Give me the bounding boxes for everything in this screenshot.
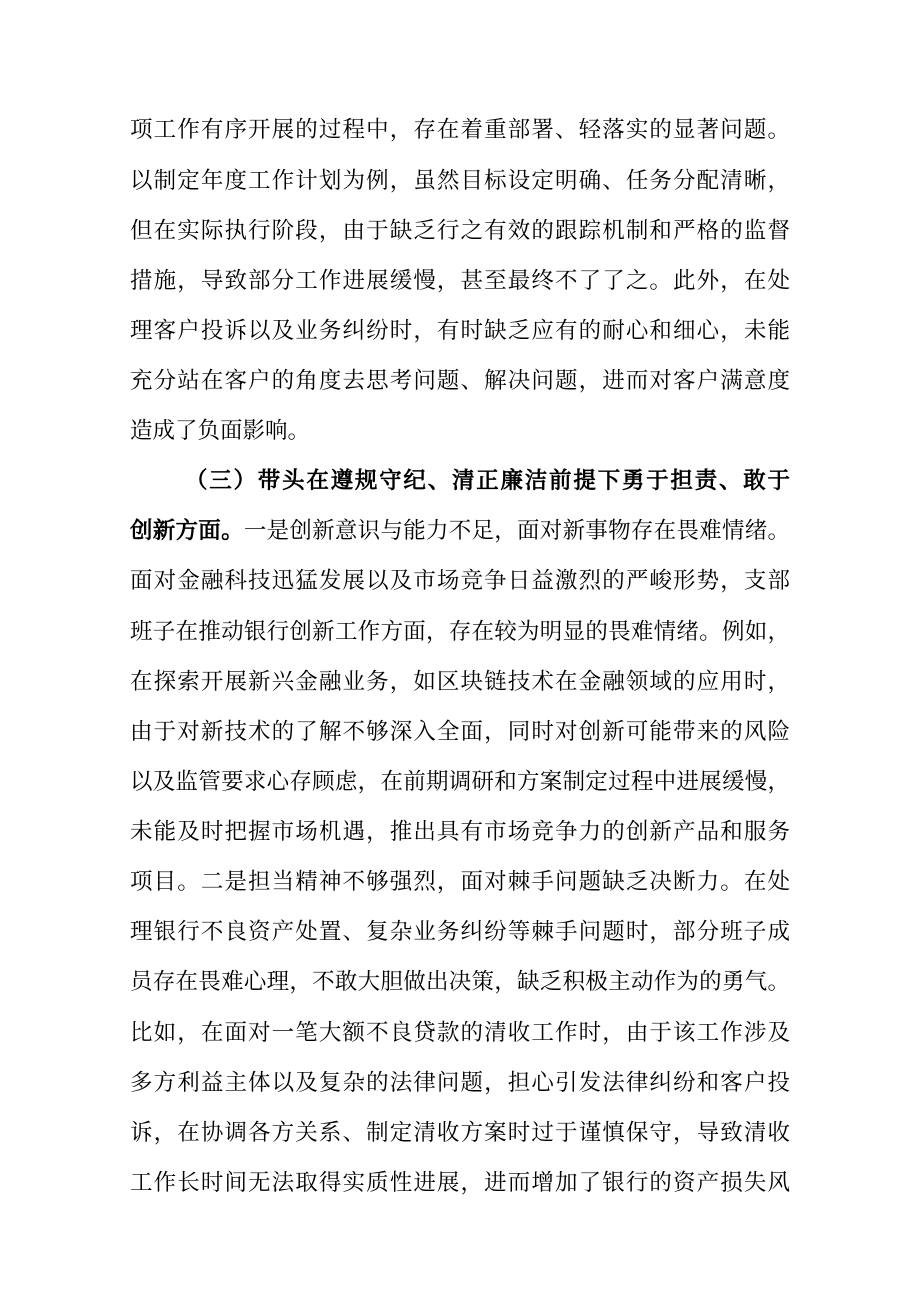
paragraph-line [130, 807, 790, 857]
text-run: 由于对新技术的了解不够深入全面，同时对创新可能带来的风险 [130, 719, 790, 745]
paragraph-line [130, 707, 790, 757]
text-run: 充分站在客户的角度去思考问题、解决问题，进而对客户满意度 [130, 368, 790, 394]
text-run: 未能及时把握市场机遇，推出具有市场竞争力的创新产品和服务 [130, 819, 790, 845]
text-run: 诉，在协调各方关系、制定清收方案时过于谨慎保守，导致清收 [130, 1120, 790, 1146]
paragraph-line [130, 306, 790, 356]
text-run: 理客户投诉以及业务纠纷时，有时缺乏应有的耐心和细心，未能 [130, 318, 790, 344]
text-run: 工作长时间无法取得实质性进展，进而增加了银行的资产损失风 [130, 1170, 790, 1196]
section-heading-line [185, 456, 790, 506]
paragraph-line [130, 957, 790, 1007]
paragraph-line [130, 1158, 790, 1208]
text-run: 但在实际执行阶段，由于缺乏行之有效的跟踪机制和严格的监督 [130, 218, 790, 244]
text-run: 面对金融科技迅猛发展以及市场竞争日益激烈的严峻形势，支部 [130, 568, 790, 594]
paragraph-line [130, 657, 790, 707]
paragraph-line [130, 256, 790, 306]
paragraph-line [130, 1058, 790, 1108]
text-run: 造成了负面影响。 [130, 418, 311, 444]
paragraph-line [130, 556, 790, 606]
paragraph-line [130, 857, 790, 907]
paragraph-line [130, 156, 790, 206]
paragraph-line [130, 1108, 790, 1158]
text-run: 以及监管要求心存顾虑，在前期调研和方案制定过程中进展缓慢， [130, 769, 790, 795]
paragraph-line [130, 506, 790, 556]
text-run: 在探索开展新兴金融业务，如区块链技术在金融领域的应用时， [130, 669, 790, 695]
paragraph-line [130, 206, 790, 256]
text-run: 比如，在面对一笔大额不良贷款的清收工作时，由于该工作涉及 [130, 1020, 790, 1046]
text-run: 措施，导致部分工作进展缓慢，甚至最终不了了之。此外，在处 [130, 268, 790, 294]
paragraph-line [130, 105, 790, 155]
text-run: 以制定年度工作计划为例，虽然目标设定明确、任务分配清晰， [130, 168, 790, 194]
text-run: 理银行不良资产处置、复杂业务纠纷等棘手问题时，部分班子成 [130, 919, 790, 945]
paragraph-line [130, 1008, 790, 1058]
text-run: 一是创新意识与能力不足，面对新事物存在畏难情绪。 [243, 518, 790, 544]
text-run: 员存在畏难心理，不敢大胆做出决策，缺乏积极主动作为的勇气。 [130, 969, 790, 995]
section-heading: （三）带头在遵规守纪、清正廉洁前提下勇于担责、敢于 [185, 468, 790, 494]
paragraph-line [130, 907, 790, 957]
text-run: 项目。二是担当精神不够强烈，面对棘手问题缺乏决断力。在处 [130, 869, 790, 895]
paragraph-line [130, 356, 790, 406]
text-run: 多方利益主体以及复杂的法律问题，担心引发法律纠纷和客户投 [130, 1070, 790, 1096]
paragraph-line [130, 406, 790, 456]
paragraph-line [130, 757, 790, 807]
text-run: 项工作有序开展的过程中，存在着重部署、轻落实的显著问题。 [130, 117, 790, 143]
section-heading-end: 创新方面。 [130, 518, 244, 544]
text-run: 班子在推动银行创新工作方面，存在较为明显的畏难情绪。例如， [130, 619, 790, 645]
paragraph-line [130, 607, 790, 657]
